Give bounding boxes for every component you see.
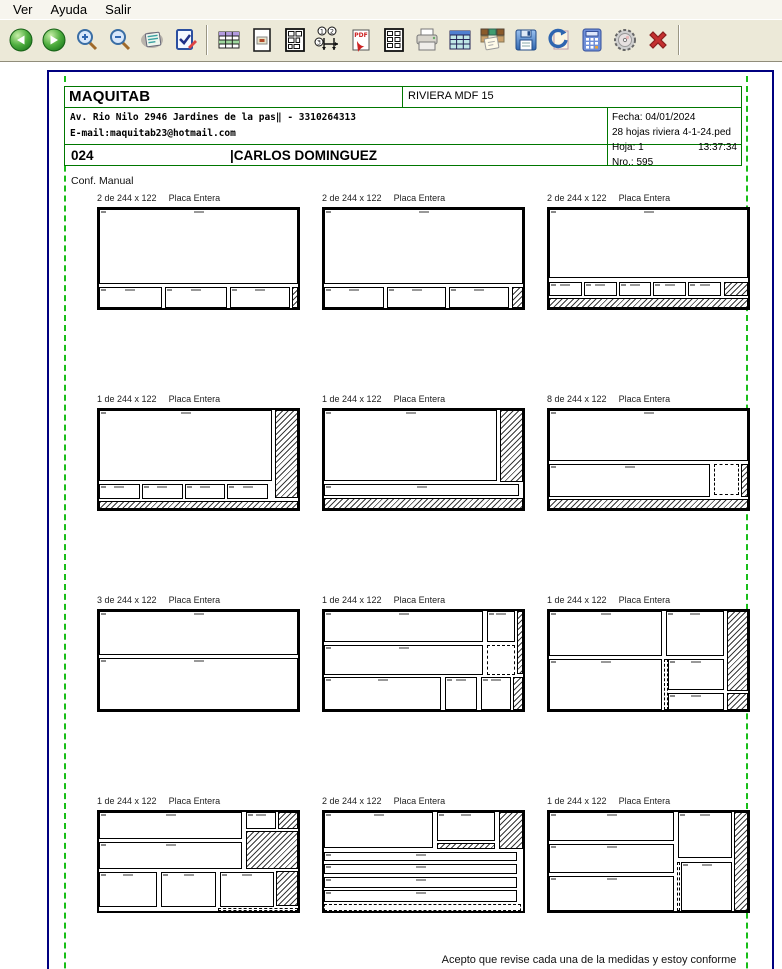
cut-piece [619, 282, 652, 296]
order-number: 024 [71, 147, 94, 163]
waste-area [549, 298, 748, 308]
saw-blade-button[interactable] [608, 24, 641, 57]
toolbar-separator [678, 25, 680, 55]
cut-piece [246, 812, 276, 829]
menu-item-ayuda[interactable]: Ayuda [50, 1, 88, 17]
plate-diagram [547, 810, 750, 913]
plate-cell [547, 796, 750, 969]
cut-piece [668, 659, 724, 691]
cut-piece [99, 611, 298, 655]
cut-piece [165, 287, 228, 308]
plate-label: 1 de 244 x 122 Placa Entera [547, 796, 671, 806]
cut-piece [666, 611, 724, 656]
cut-piece [688, 282, 721, 296]
cut-piece [549, 844, 674, 874]
waste-area [734, 812, 748, 911]
cut-piece [324, 645, 483, 676]
waste-area [437, 843, 495, 849]
plate-label: 2 de 244 x 122 Placa Entera [97, 193, 221, 203]
plate-label: 2 de 244 x 122 Placa Entera [322, 796, 446, 806]
pdf-export-button[interactable] [344, 24, 377, 57]
cut-piece [549, 410, 748, 461]
document-header [64, 86, 742, 166]
waste-area [278, 812, 298, 829]
acceptance-note: Acepto que revise cada una de la medidas y estoy conforme [441, 954, 737, 966]
cut-piece [99, 484, 140, 499]
cut-piece [681, 862, 732, 912]
svg-text:2: 2 [329, 27, 334, 36]
calculator-button[interactable] [575, 24, 608, 57]
cut-piece [549, 209, 748, 278]
plate-cell [97, 595, 300, 796]
cut-piece [677, 862, 680, 912]
zoom-out-button[interactable] [103, 24, 136, 57]
plate-cell [547, 394, 750, 595]
cut-piece [487, 645, 515, 676]
svg-text:3: 3 [316, 38, 321, 47]
plate-label: 3 de 244 x 122 Placa Entera [97, 595, 221, 605]
company-name: MAQUITAB [65, 87, 403, 107]
cut-piece [324, 410, 497, 481]
plate-diagram [322, 810, 525, 913]
plate-diagram [97, 609, 300, 712]
cut-piece [678, 812, 732, 858]
cut-piece [584, 282, 617, 296]
plate-label: 1 de 244 x 122 Placa Entera [322, 394, 446, 404]
cut-piece [549, 812, 674, 841]
cut-piece [218, 908, 298, 911]
menu-item-ver[interactable]: Ver [13, 1, 33, 17]
doc-number: Nro.: 595 [612, 157, 654, 168]
printer-button[interactable] [410, 24, 443, 57]
plate-cell [547, 595, 750, 796]
plate-cell [97, 193, 300, 394]
svg-text:PDF: PDF [353, 32, 368, 39]
cut-piece [185, 484, 226, 499]
cut-piece [549, 464, 710, 497]
cut-piece [445, 677, 477, 710]
waste-area [499, 812, 523, 849]
plate-diagram [97, 207, 300, 310]
save-button[interactable] [509, 24, 542, 57]
refresh-button[interactable] [542, 24, 575, 57]
cut-piece [324, 209, 523, 284]
cut-piece [99, 842, 242, 870]
print-preview-button[interactable] [136, 24, 169, 57]
cut-piece [324, 677, 441, 710]
cut-piece [324, 484, 519, 496]
cut-piece [324, 852, 517, 862]
cut-piece [481, 677, 511, 710]
cut-piece [487, 611, 515, 642]
plate-label: 1 de 244 x 122 Placa Entera [97, 796, 221, 806]
cut-piece [99, 209, 298, 284]
plate-cell [97, 394, 300, 595]
plate-cell [547, 193, 750, 394]
cut-piece [142, 484, 183, 499]
cut-piece [220, 872, 274, 907]
waste-area [512, 287, 523, 308]
forward-button[interactable] [37, 24, 70, 57]
plate-diagram [547, 609, 750, 712]
plates-grid [97, 193, 750, 969]
waste-area [99, 501, 298, 509]
cut-piece [653, 282, 686, 296]
plate-cell [322, 193, 525, 394]
cut-piece [668, 693, 724, 710]
menu-bar [0, 0, 782, 19]
work-area [0, 62, 782, 968]
waste-area [517, 611, 523, 674]
plate-diagram [322, 408, 525, 511]
time-stamp: 13:37:34 [698, 142, 737, 153]
cut-piece [437, 812, 495, 841]
toolbar [0, 19, 782, 62]
cut-piece [324, 890, 517, 902]
cut-piece [549, 611, 662, 656]
cut-piece [549, 282, 582, 296]
back-button[interactable] [4, 24, 37, 57]
waste-area [500, 410, 523, 482]
sheet-number: Hoja: 1 [612, 142, 644, 153]
waste-area [724, 282, 748, 296]
waste-area [727, 693, 748, 710]
cut-piece [227, 484, 268, 499]
measure-button[interactable] [311, 24, 344, 57]
plate-diagram [322, 207, 525, 310]
cut-piece [664, 659, 668, 710]
close-button[interactable] [641, 24, 674, 57]
cut-piece [99, 812, 242, 839]
waste-area [513, 677, 523, 710]
plate-diagram [547, 408, 750, 511]
waste-area [741, 464, 748, 497]
date-cell: Fecha: 04/01/2024 28 hojas riviera 4-1-24.ped [607, 108, 741, 144]
image-page-button[interactable] [245, 24, 278, 57]
cut-piece [324, 287, 384, 308]
cut-piece [99, 872, 157, 907]
order-line [65, 145, 607, 165]
cut-piece [161, 872, 217, 907]
company-address: Av. Rio Nilo 2946 Jardines de la pas‖ - 3310264313 E-mail:maquitab23@hotmail.com [70, 112, 356, 140]
waste-area [275, 410, 298, 498]
cut-piece [449, 287, 509, 308]
plate-diagram [322, 609, 525, 712]
cut-piece [99, 287, 162, 308]
waste-area [549, 499, 748, 509]
plate-label: 8 de 244 x 122 Placa Entera [547, 394, 671, 404]
cut-piece [549, 659, 662, 710]
sheet-cell [607, 142, 741, 168]
plate-label: 2 de 244 x 122 Placa Entera [322, 193, 446, 203]
cut-piece [714, 464, 739, 495]
cut-piece [324, 864, 517, 874]
waste-area [292, 287, 298, 308]
cut-piece [387, 287, 447, 308]
cut-piece [324, 904, 521, 911]
plate-cell [97, 796, 300, 969]
cut-piece [99, 658, 298, 710]
margin-guide-left [64, 76, 66, 969]
cut-piece [549, 876, 674, 911]
plate-diagram [97, 408, 300, 511]
cut-piece [324, 812, 433, 848]
toolbar-separator [206, 25, 208, 55]
cut-piece [230, 287, 290, 308]
confirm-edit-button[interactable] [169, 24, 202, 57]
svg-text:1: 1 [319, 27, 324, 36]
waste-area [727, 611, 748, 691]
board-layout-button[interactable] [278, 24, 311, 57]
customer-name: |CARLOS DOMINGUEZ [230, 147, 378, 163]
plate-cell [322, 796, 525, 969]
plate-label: 1 de 244 x 122 Placa Entera [547, 595, 671, 605]
plate-cell [322, 394, 525, 595]
plate-label: 1 de 244 x 122 Placa Entera [97, 394, 221, 404]
preview-page [47, 70, 774, 969]
color-table-button[interactable] [212, 24, 245, 57]
board-list-button[interactable] [377, 24, 410, 57]
zoom-in-button[interactable] [70, 24, 103, 57]
waste-area [246, 831, 298, 870]
plate-label: 2 de 244 x 122 Placa Entera [547, 193, 671, 203]
menu-item-salir[interactable]: Salir [105, 1, 132, 17]
waste-area [276, 871, 298, 906]
waste-area [324, 498, 523, 509]
plate-label: 1 de 244 x 122 Placa Entera [322, 595, 446, 605]
config-mode-label: Conf. Manual [71, 175, 134, 187]
table-button[interactable] [443, 24, 476, 57]
material-name: RIVIERA MDF 15 [408, 90, 494, 102]
plate-diagram [547, 207, 750, 310]
plate-cell [322, 595, 525, 796]
plate-diagram [97, 810, 300, 913]
cut-piece [324, 877, 517, 888]
materials-button[interactable] [476, 24, 509, 57]
cut-piece [99, 410, 272, 481]
cut-piece [324, 611, 483, 642]
